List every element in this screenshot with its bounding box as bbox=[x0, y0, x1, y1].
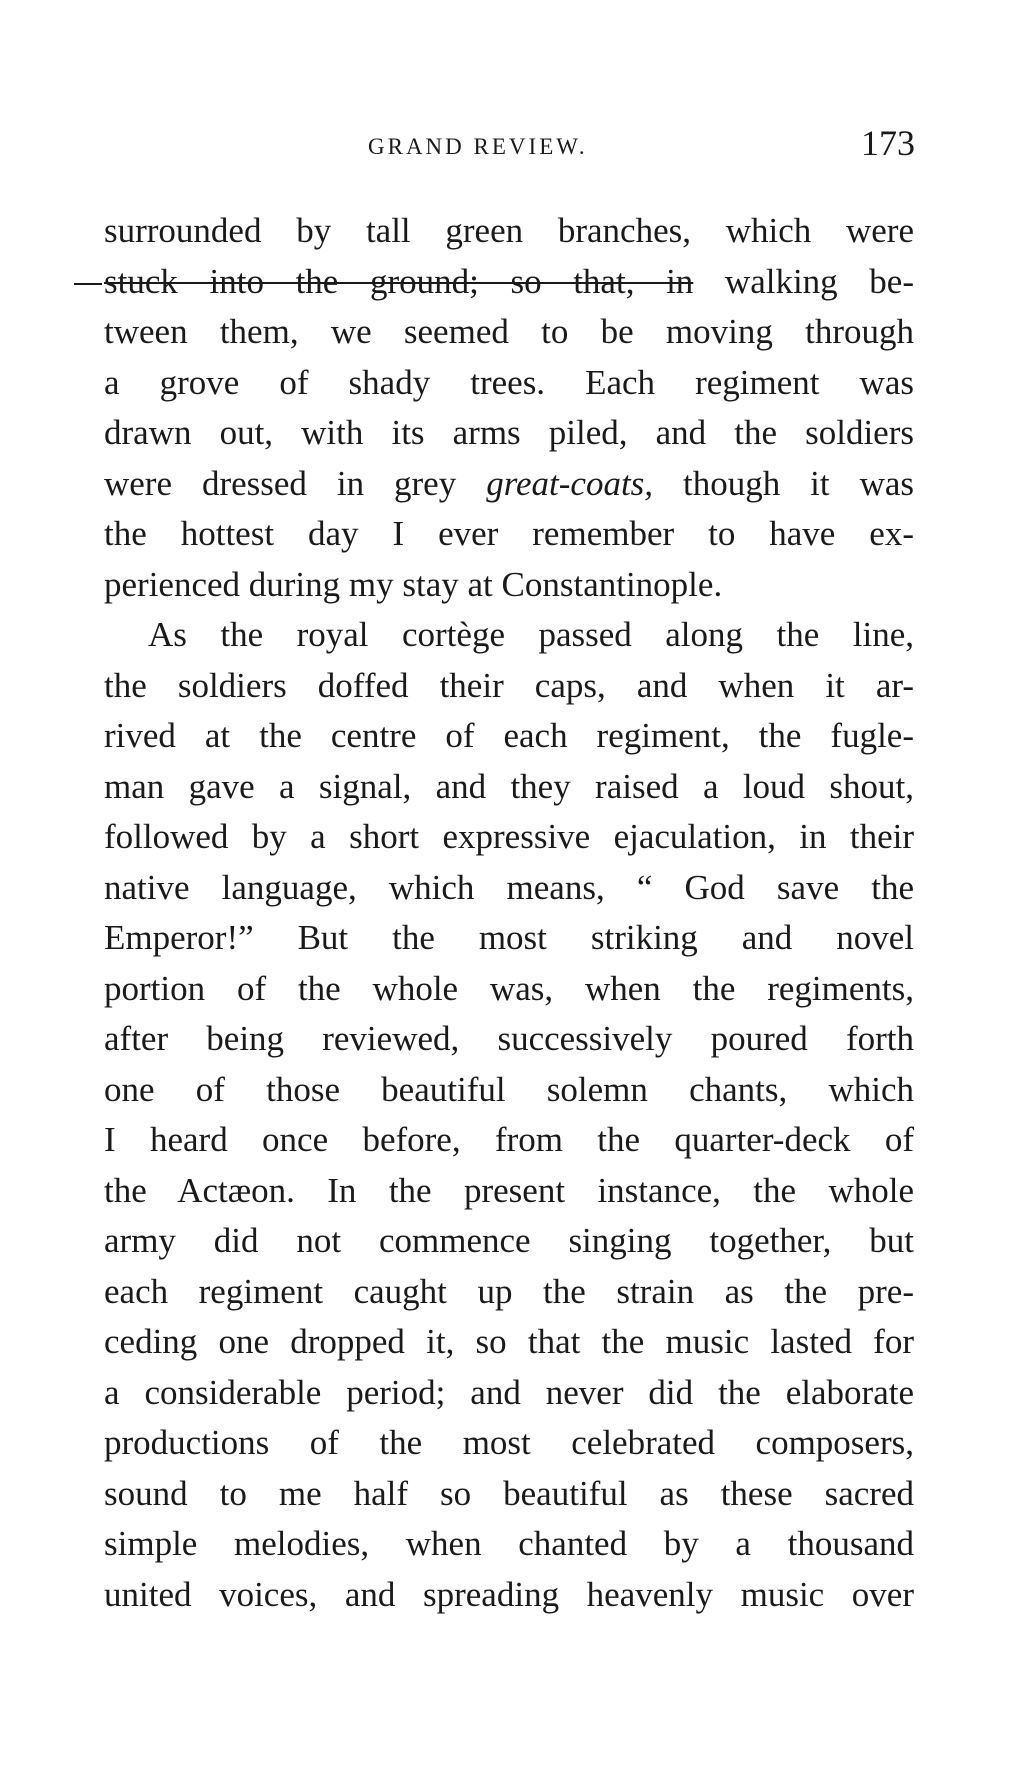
text-line: drawn out, with its arms piled, and the soldiers bbox=[104, 413, 914, 452]
text-line: sound to me half so beautiful as these sacred bbox=[104, 1473, 914, 1513]
text-line: native language, which means, “ God save the bbox=[104, 867, 914, 907]
text-line: Emperor!” But the most striking and novel bbox=[104, 918, 914, 957]
italic-text: great-coats, bbox=[486, 463, 654, 503]
text-line: each regiment caught up the strain as the pre- bbox=[104, 1271, 914, 1311]
text-line: man gave a signal, and they raised a loud shout, bbox=[104, 766, 914, 806]
text-line: the soldiers doffed their caps, and when it ar- bbox=[104, 665, 914, 705]
text-fragment: were dressed in grey bbox=[104, 463, 457, 503]
paragraph-2 bbox=[104, 610, 914, 1620]
paragraph-1 bbox=[104, 206, 914, 610]
text-line: portion of the whole was, when the regiments, bbox=[104, 968, 914, 1008]
page-header bbox=[100, 118, 915, 178]
body-text bbox=[104, 206, 914, 1620]
strike-lead-rule bbox=[74, 283, 102, 285]
text-fragment: walking be- bbox=[724, 261, 914, 301]
text-line: simple melodies, when chanted by a thousand bbox=[104, 1524, 914, 1563]
text-line: army did not commence singing together, but bbox=[104, 1221, 914, 1260]
text-line: ceding one dropped it, so that the music lasted for bbox=[104, 1322, 914, 1361]
text-line: As the royal cortège passed along the line, bbox=[148, 615, 914, 654]
struck-text: stuck into the ground; so that, in bbox=[104, 261, 694, 301]
text-line bbox=[104, 459, 914, 510]
text-fragment: though it was bbox=[683, 463, 915, 503]
text-line: the Actæon. In the present instance, the whole bbox=[104, 1170, 914, 1210]
text-line: surrounded by tall green branches, which were bbox=[104, 211, 914, 250]
text-line: perienced during my stay at Constantinople. bbox=[104, 564, 723, 604]
text-line: after being reviewed, successively poured forth bbox=[104, 1019, 914, 1058]
text-line: a grove of shady trees. Each regiment was bbox=[104, 362, 914, 402]
text-line: tween them, we seemed to be moving through bbox=[104, 312, 914, 351]
page-number: 173 bbox=[861, 123, 915, 163]
text-line: united voices, and spreading heavenly music over bbox=[104, 1574, 914, 1614]
text-line bbox=[104, 257, 914, 308]
text-line: one of those beautiful solemn chants, which bbox=[104, 1069, 914, 1109]
text-line: I heard once before, from the quarter-deck of bbox=[104, 1120, 914, 1159]
running-head: GRAND REVIEW. bbox=[368, 134, 588, 159]
text-line: productions of the most celebrated composers, bbox=[104, 1423, 914, 1462]
text-line: rived at the centre of each regiment, the fugle- bbox=[104, 716, 914, 755]
text-line: the hottest day I ever remember to have ex- bbox=[104, 514, 914, 553]
text-line: a considerable period; and never did the elaborate bbox=[104, 1372, 914, 1412]
text-line: followed by a short expressive ejaculation, in their bbox=[104, 817, 914, 856]
